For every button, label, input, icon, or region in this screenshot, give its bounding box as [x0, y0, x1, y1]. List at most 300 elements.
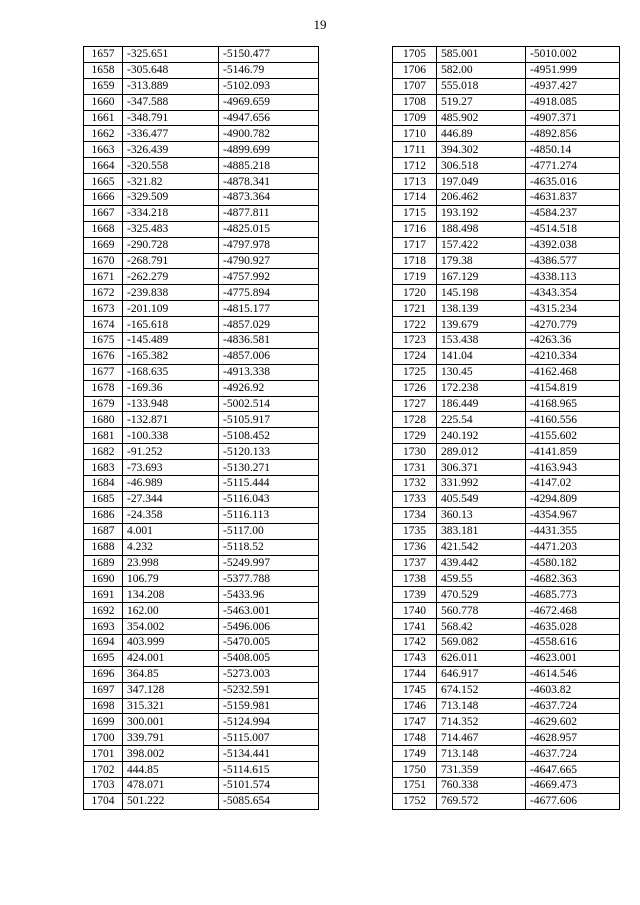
point-number-cell: 1660: [84, 94, 123, 110]
y-coordinate-cell: -4392.038: [526, 237, 620, 253]
y-coordinate-cell: -5120.133: [219, 444, 319, 460]
point-number-cell: 1726: [393, 380, 437, 396]
table-row: [393, 682, 620, 698]
y-coordinate-cell: -5159.981: [219, 698, 319, 714]
point-number-cell: 1706: [393, 62, 437, 78]
point-number-cell: 1722: [393, 317, 437, 333]
point-number-cell: 1701: [84, 746, 123, 762]
table-row: [84, 47, 319, 63]
point-number-cell: 1748: [393, 730, 437, 746]
point-number-cell: 1717: [393, 237, 437, 253]
table-row: [84, 698, 319, 714]
y-coordinate-cell: -4160.556: [526, 412, 620, 428]
y-coordinate-cell: -4857.006: [219, 348, 319, 364]
table-row: [84, 666, 319, 682]
point-number-cell: 1691: [84, 587, 123, 603]
point-number-cell: 1661: [84, 110, 123, 126]
point-number-cell: 1728: [393, 412, 437, 428]
x-coordinate-cell: -348.791: [123, 110, 219, 126]
y-coordinate-cell: -5115.007: [219, 730, 319, 746]
table-row: [393, 619, 620, 635]
point-number-cell: 1742: [393, 634, 437, 650]
x-coordinate-cell: 714.352: [437, 714, 526, 730]
x-coordinate-cell: -46.989: [123, 476, 219, 492]
y-coordinate-cell: -4580.182: [526, 555, 620, 571]
x-coordinate-cell: 153.438: [437, 333, 526, 349]
y-coordinate-cell: -4343.354: [526, 285, 620, 301]
table-row: [393, 333, 620, 349]
y-coordinate-cell: -4263.36: [526, 333, 620, 349]
y-coordinate-cell: -5377.788: [219, 571, 319, 587]
point-number-cell: 1712: [393, 158, 437, 174]
x-coordinate-cell: 364.85: [123, 666, 219, 682]
table-row: [84, 571, 319, 587]
y-coordinate-cell: -4900.782: [219, 126, 319, 142]
x-coordinate-cell: -100.338: [123, 428, 219, 444]
x-coordinate-cell: 760.338: [437, 777, 526, 793]
x-coordinate-cell: 444.85: [123, 762, 219, 778]
point-number-cell: 1741: [393, 619, 437, 635]
point-number-cell: 1696: [84, 666, 123, 682]
y-coordinate-cell: -4637.724: [526, 698, 620, 714]
table-row: [84, 619, 319, 635]
point-number-cell: 1669: [84, 237, 123, 253]
point-number-cell: 1716: [393, 221, 437, 237]
table-row: [393, 126, 620, 142]
point-number-cell: 1695: [84, 650, 123, 666]
point-number-cell: 1730: [393, 444, 437, 460]
y-coordinate-cell: -5273.003: [219, 666, 319, 682]
table-row: [84, 158, 319, 174]
x-coordinate-cell: 347.128: [123, 682, 219, 698]
x-coordinate-cell: 585.001: [437, 47, 526, 63]
table-row: [84, 650, 319, 666]
y-coordinate-cell: -4386.577: [526, 253, 620, 269]
y-coordinate-cell: -5470.005: [219, 634, 319, 650]
point-number-cell: 1682: [84, 444, 123, 460]
x-coordinate-cell: 130.45: [437, 364, 526, 380]
x-coordinate-cell: 582.00: [437, 62, 526, 78]
point-number-cell: 1693: [84, 619, 123, 635]
y-coordinate-cell: -5102.093: [219, 78, 319, 94]
table-row: [393, 666, 620, 682]
table-row: [84, 94, 319, 110]
y-coordinate-cell: -5408.005: [219, 650, 319, 666]
x-coordinate-cell: 446.89: [437, 126, 526, 142]
x-coordinate-cell: 134.208: [123, 587, 219, 603]
table-row: [393, 348, 620, 364]
table-row: [84, 714, 319, 730]
x-coordinate-cell: 398.002: [123, 746, 219, 762]
x-coordinate-cell: 106.79: [123, 571, 219, 587]
x-coordinate-cell: 315.321: [123, 698, 219, 714]
table-row: [84, 205, 319, 221]
table-row: [84, 730, 319, 746]
table-row: [393, 444, 620, 460]
x-coordinate-cell: -91.252: [123, 444, 219, 460]
table-row: [84, 174, 319, 190]
table-row: [84, 793, 319, 809]
y-coordinate-cell: -4629.602: [526, 714, 620, 730]
y-coordinate-cell: -4885.218: [219, 158, 319, 174]
point-number-cell: 1677: [84, 364, 123, 380]
y-coordinate-cell: -4951.999: [526, 62, 620, 78]
point-number-cell: 1714: [393, 190, 437, 206]
table-row: [393, 730, 620, 746]
x-coordinate-cell: 172.238: [437, 380, 526, 396]
table-row: [393, 460, 620, 476]
point-number-cell: 1686: [84, 507, 123, 523]
point-number-cell: 1698: [84, 698, 123, 714]
table-row: [393, 587, 620, 603]
table-row: [393, 94, 620, 110]
y-coordinate-cell: -4937.427: [526, 78, 620, 94]
x-coordinate-cell: -347.588: [123, 94, 219, 110]
table-row: [84, 364, 319, 380]
point-number-cell: 1709: [393, 110, 437, 126]
x-coordinate-cell: 193.192: [437, 205, 526, 221]
y-coordinate-cell: -5108.452: [219, 428, 319, 444]
table-row: [84, 412, 319, 428]
table-row: [393, 746, 620, 762]
y-coordinate-cell: -5150.477: [219, 47, 319, 63]
y-coordinate-cell: -5114.615: [219, 762, 319, 778]
point-number-cell: 1687: [84, 523, 123, 539]
point-number-cell: 1737: [393, 555, 437, 571]
y-coordinate-cell: -4431.355: [526, 523, 620, 539]
x-coordinate-cell: -329.509: [123, 190, 219, 206]
y-coordinate-cell: -4147.02: [526, 476, 620, 492]
x-coordinate-cell: 555.018: [437, 78, 526, 94]
table-row: [84, 269, 319, 285]
x-coordinate-cell: -73.693: [123, 460, 219, 476]
y-coordinate-cell: -4815.177: [219, 301, 319, 317]
y-coordinate-cell: -4771.274: [526, 158, 620, 174]
y-coordinate-cell: -4635.028: [526, 619, 620, 635]
table-row: [393, 650, 620, 666]
y-coordinate-cell: -5116.113: [219, 507, 319, 523]
point-number-cell: 1734: [393, 507, 437, 523]
table-row: [84, 253, 319, 269]
table-row: [393, 221, 620, 237]
y-coordinate-cell: -4614.546: [526, 666, 620, 682]
table-row: [84, 777, 319, 793]
table-row: [84, 555, 319, 571]
x-coordinate-cell: -201.109: [123, 301, 219, 317]
x-coordinate-cell: 731.359: [437, 762, 526, 778]
table-row: [393, 158, 620, 174]
y-coordinate-cell: -4315.234: [526, 301, 620, 317]
y-coordinate-cell: -4757.992: [219, 269, 319, 285]
table-row: [84, 221, 319, 237]
table-row: [393, 523, 620, 539]
point-number-cell: 1740: [393, 603, 437, 619]
point-number-cell: 1672: [84, 285, 123, 301]
x-coordinate-cell: -165.618: [123, 317, 219, 333]
table-row: [393, 110, 620, 126]
x-coordinate-cell: 157.422: [437, 237, 526, 253]
x-coordinate-cell: 501.222: [123, 793, 219, 809]
x-coordinate-cell: 405.549: [437, 491, 526, 507]
table-row: [393, 793, 620, 809]
y-coordinate-cell: -4338.113: [526, 269, 620, 285]
point-number-cell: 1664: [84, 158, 123, 174]
point-number-cell: 1692: [84, 603, 123, 619]
table-row: [84, 507, 319, 523]
table-row: [393, 539, 620, 555]
x-coordinate-cell: 421.542: [437, 539, 526, 555]
point-number-cell: 1690: [84, 571, 123, 587]
point-number-cell: 1679: [84, 396, 123, 412]
x-coordinate-cell: 197.049: [437, 174, 526, 190]
table-row: [84, 62, 319, 78]
y-coordinate-cell: -5146.79: [219, 62, 319, 78]
point-number-cell: 1723: [393, 333, 437, 349]
table-row: [393, 285, 620, 301]
x-coordinate-cell: 424.001: [123, 650, 219, 666]
y-coordinate-cell: -4637.724: [526, 746, 620, 762]
point-number-cell: 1752: [393, 793, 437, 809]
table-row: [393, 269, 620, 285]
table-row: [393, 380, 620, 396]
point-number-cell: 1662: [84, 126, 123, 142]
x-coordinate-cell: 339.791: [123, 730, 219, 746]
y-coordinate-cell: -5496.006: [219, 619, 319, 635]
table-row: [84, 491, 319, 507]
x-coordinate-cell: 4.232: [123, 539, 219, 555]
table-row: [84, 190, 319, 206]
x-coordinate-cell: -24.358: [123, 507, 219, 523]
point-number-cell: 1700: [84, 730, 123, 746]
point-number-cell: 1684: [84, 476, 123, 492]
y-coordinate-cell: -4969.659: [219, 94, 319, 110]
x-coordinate-cell: -165.382: [123, 348, 219, 364]
point-number-cell: 1683: [84, 460, 123, 476]
x-coordinate-cell: -132.871: [123, 412, 219, 428]
x-coordinate-cell: -239.838: [123, 285, 219, 301]
table-row: [393, 507, 620, 523]
x-coordinate-cell: 188.498: [437, 221, 526, 237]
x-coordinate-cell: 179.38: [437, 253, 526, 269]
table-row: [393, 412, 620, 428]
table-row: [393, 491, 620, 507]
y-coordinate-cell: -4877.811: [219, 205, 319, 221]
table-row: [393, 364, 620, 380]
y-coordinate-cell: -4471.203: [526, 539, 620, 555]
x-coordinate-cell: 383.181: [437, 523, 526, 539]
y-coordinate-cell: -5118.52: [219, 539, 319, 555]
x-coordinate-cell: -334.218: [123, 205, 219, 221]
coordinate-table-right: [392, 46, 620, 810]
point-number-cell: 1733: [393, 491, 437, 507]
y-coordinate-cell: -5116.043: [219, 491, 319, 507]
y-coordinate-cell: -5134.441: [219, 746, 319, 762]
point-number-cell: 1743: [393, 650, 437, 666]
point-number-cell: 1736: [393, 539, 437, 555]
y-coordinate-cell: -4677.606: [526, 793, 620, 809]
x-coordinate-cell: 519.27: [437, 94, 526, 110]
x-coordinate-cell: 769.572: [437, 793, 526, 809]
point-number-cell: 1710: [393, 126, 437, 142]
point-number-cell: 1680: [84, 412, 123, 428]
point-number-cell: 1725: [393, 364, 437, 380]
point-number-cell: 1674: [84, 317, 123, 333]
y-coordinate-cell: -5002.514: [219, 396, 319, 412]
y-coordinate-cell: -5433.96: [219, 587, 319, 603]
table-row: [393, 777, 620, 793]
table-row: [393, 190, 620, 206]
y-coordinate-cell: -4947.656: [219, 110, 319, 126]
point-number-cell: 1738: [393, 571, 437, 587]
table-row: [84, 476, 319, 492]
x-coordinate-cell: -145.489: [123, 333, 219, 349]
point-number-cell: 1719: [393, 269, 437, 285]
point-number-cell: 1668: [84, 221, 123, 237]
x-coordinate-cell: 289.012: [437, 444, 526, 460]
point-number-cell: 1658: [84, 62, 123, 78]
x-coordinate-cell: -268.791: [123, 253, 219, 269]
y-coordinate-cell: -5010.002: [526, 47, 620, 63]
table-row: [393, 237, 620, 253]
x-coordinate-cell: 4.001: [123, 523, 219, 539]
x-coordinate-cell: 626.011: [437, 650, 526, 666]
point-number-cell: 1750: [393, 762, 437, 778]
table-row: [84, 348, 319, 364]
point-number-cell: 1720: [393, 285, 437, 301]
x-coordinate-cell: -325.651: [123, 47, 219, 63]
table-row: [393, 571, 620, 587]
x-coordinate-cell: 225.54: [437, 412, 526, 428]
x-coordinate-cell: 145.198: [437, 285, 526, 301]
y-coordinate-cell: -4628.957: [526, 730, 620, 746]
x-coordinate-cell: 713.148: [437, 746, 526, 762]
y-coordinate-cell: -4669.473: [526, 777, 620, 793]
x-coordinate-cell: -320.558: [123, 158, 219, 174]
y-coordinate-cell: -4926.92: [219, 380, 319, 396]
y-coordinate-cell: -4913.338: [219, 364, 319, 380]
x-coordinate-cell: 306.371: [437, 460, 526, 476]
x-coordinate-cell: 206.462: [437, 190, 526, 206]
page-number: 19: [313, 17, 327, 32]
point-number-cell: 1675: [84, 333, 123, 349]
y-coordinate-cell: -4631.837: [526, 190, 620, 206]
table-row: [393, 62, 620, 78]
x-coordinate-cell: 141.04: [437, 348, 526, 364]
y-coordinate-cell: -4878.341: [219, 174, 319, 190]
point-number-cell: 1739: [393, 587, 437, 603]
x-coordinate-cell: 674.152: [437, 682, 526, 698]
table-row: [393, 174, 620, 190]
x-coordinate-cell: 300.001: [123, 714, 219, 730]
x-coordinate-cell: -262.279: [123, 269, 219, 285]
y-coordinate-cell: -4685.773: [526, 587, 620, 603]
point-number-cell: 1689: [84, 555, 123, 571]
y-coordinate-cell: -4623.001: [526, 650, 620, 666]
table-row: [393, 698, 620, 714]
y-coordinate-cell: -4168.965: [526, 396, 620, 412]
y-coordinate-cell: -5249.997: [219, 555, 319, 571]
point-number-cell: 1744: [393, 666, 437, 682]
point-number-cell: 1729: [393, 428, 437, 444]
y-coordinate-cell: -4682.363: [526, 571, 620, 587]
point-number-cell: 1745: [393, 682, 437, 698]
y-coordinate-cell: -4775.894: [219, 285, 319, 301]
y-coordinate-cell: -5130.271: [219, 460, 319, 476]
x-coordinate-cell: 139.679: [437, 317, 526, 333]
point-number-cell: 1749: [393, 746, 437, 762]
point-number-cell: 1704: [84, 793, 123, 809]
point-number-cell: 1708: [393, 94, 437, 110]
table-row: [393, 603, 620, 619]
x-coordinate-cell: -290.728: [123, 237, 219, 253]
point-number-cell: 1727: [393, 396, 437, 412]
point-number-cell: 1681: [84, 428, 123, 444]
table-row: [84, 301, 319, 317]
x-coordinate-cell: 714.467: [437, 730, 526, 746]
y-coordinate-cell: -5115.444: [219, 476, 319, 492]
point-number-cell: 1665: [84, 174, 123, 190]
table-row: [84, 380, 319, 396]
point-number-cell: 1715: [393, 205, 437, 221]
x-coordinate-cell: -169.36: [123, 380, 219, 396]
table-row: [393, 762, 620, 778]
x-coordinate-cell: -133.948: [123, 396, 219, 412]
table-row: [393, 78, 620, 94]
point-number-cell: 1688: [84, 539, 123, 555]
y-coordinate-cell: -4558.616: [526, 634, 620, 650]
table-row: [84, 634, 319, 650]
table-row: [393, 555, 620, 571]
point-number-cell: 1705: [393, 47, 437, 63]
table-row: [84, 587, 319, 603]
x-coordinate-cell: 713.148: [437, 698, 526, 714]
x-coordinate-cell: 459.55: [437, 571, 526, 587]
x-coordinate-cell: 569.082: [437, 634, 526, 650]
y-coordinate-cell: -5105.917: [219, 412, 319, 428]
y-coordinate-cell: -4294.809: [526, 491, 620, 507]
table-row: [393, 476, 620, 492]
point-number-cell: 1685: [84, 491, 123, 507]
y-coordinate-cell: -4155.602: [526, 428, 620, 444]
point-number-cell: 1711: [393, 142, 437, 158]
y-coordinate-cell: -4635.016: [526, 174, 620, 190]
table-row: [393, 142, 620, 158]
table-row: [393, 301, 620, 317]
x-coordinate-cell: -326.439: [123, 142, 219, 158]
table-row: [84, 428, 319, 444]
y-coordinate-cell: -4154.819: [526, 380, 620, 396]
table-row: [84, 682, 319, 698]
table-row: [84, 603, 319, 619]
y-coordinate-cell: -4899.699: [219, 142, 319, 158]
x-coordinate-cell: 186.449: [437, 396, 526, 412]
x-coordinate-cell: -168.635: [123, 364, 219, 380]
table-row: [84, 396, 319, 412]
point-number-cell: 1721: [393, 301, 437, 317]
point-number-cell: 1731: [393, 460, 437, 476]
point-number-cell: 1697: [84, 682, 123, 698]
point-number-cell: 1678: [84, 380, 123, 396]
table-row: [393, 428, 620, 444]
coordinate-table-left: [83, 46, 319, 810]
table-row: [84, 746, 319, 762]
table-row: [393, 396, 620, 412]
table-row: [393, 714, 620, 730]
point-number-cell: 1663: [84, 142, 123, 158]
x-coordinate-cell: 162.00: [123, 603, 219, 619]
point-number-cell: 1707: [393, 78, 437, 94]
table-row: [84, 142, 319, 158]
